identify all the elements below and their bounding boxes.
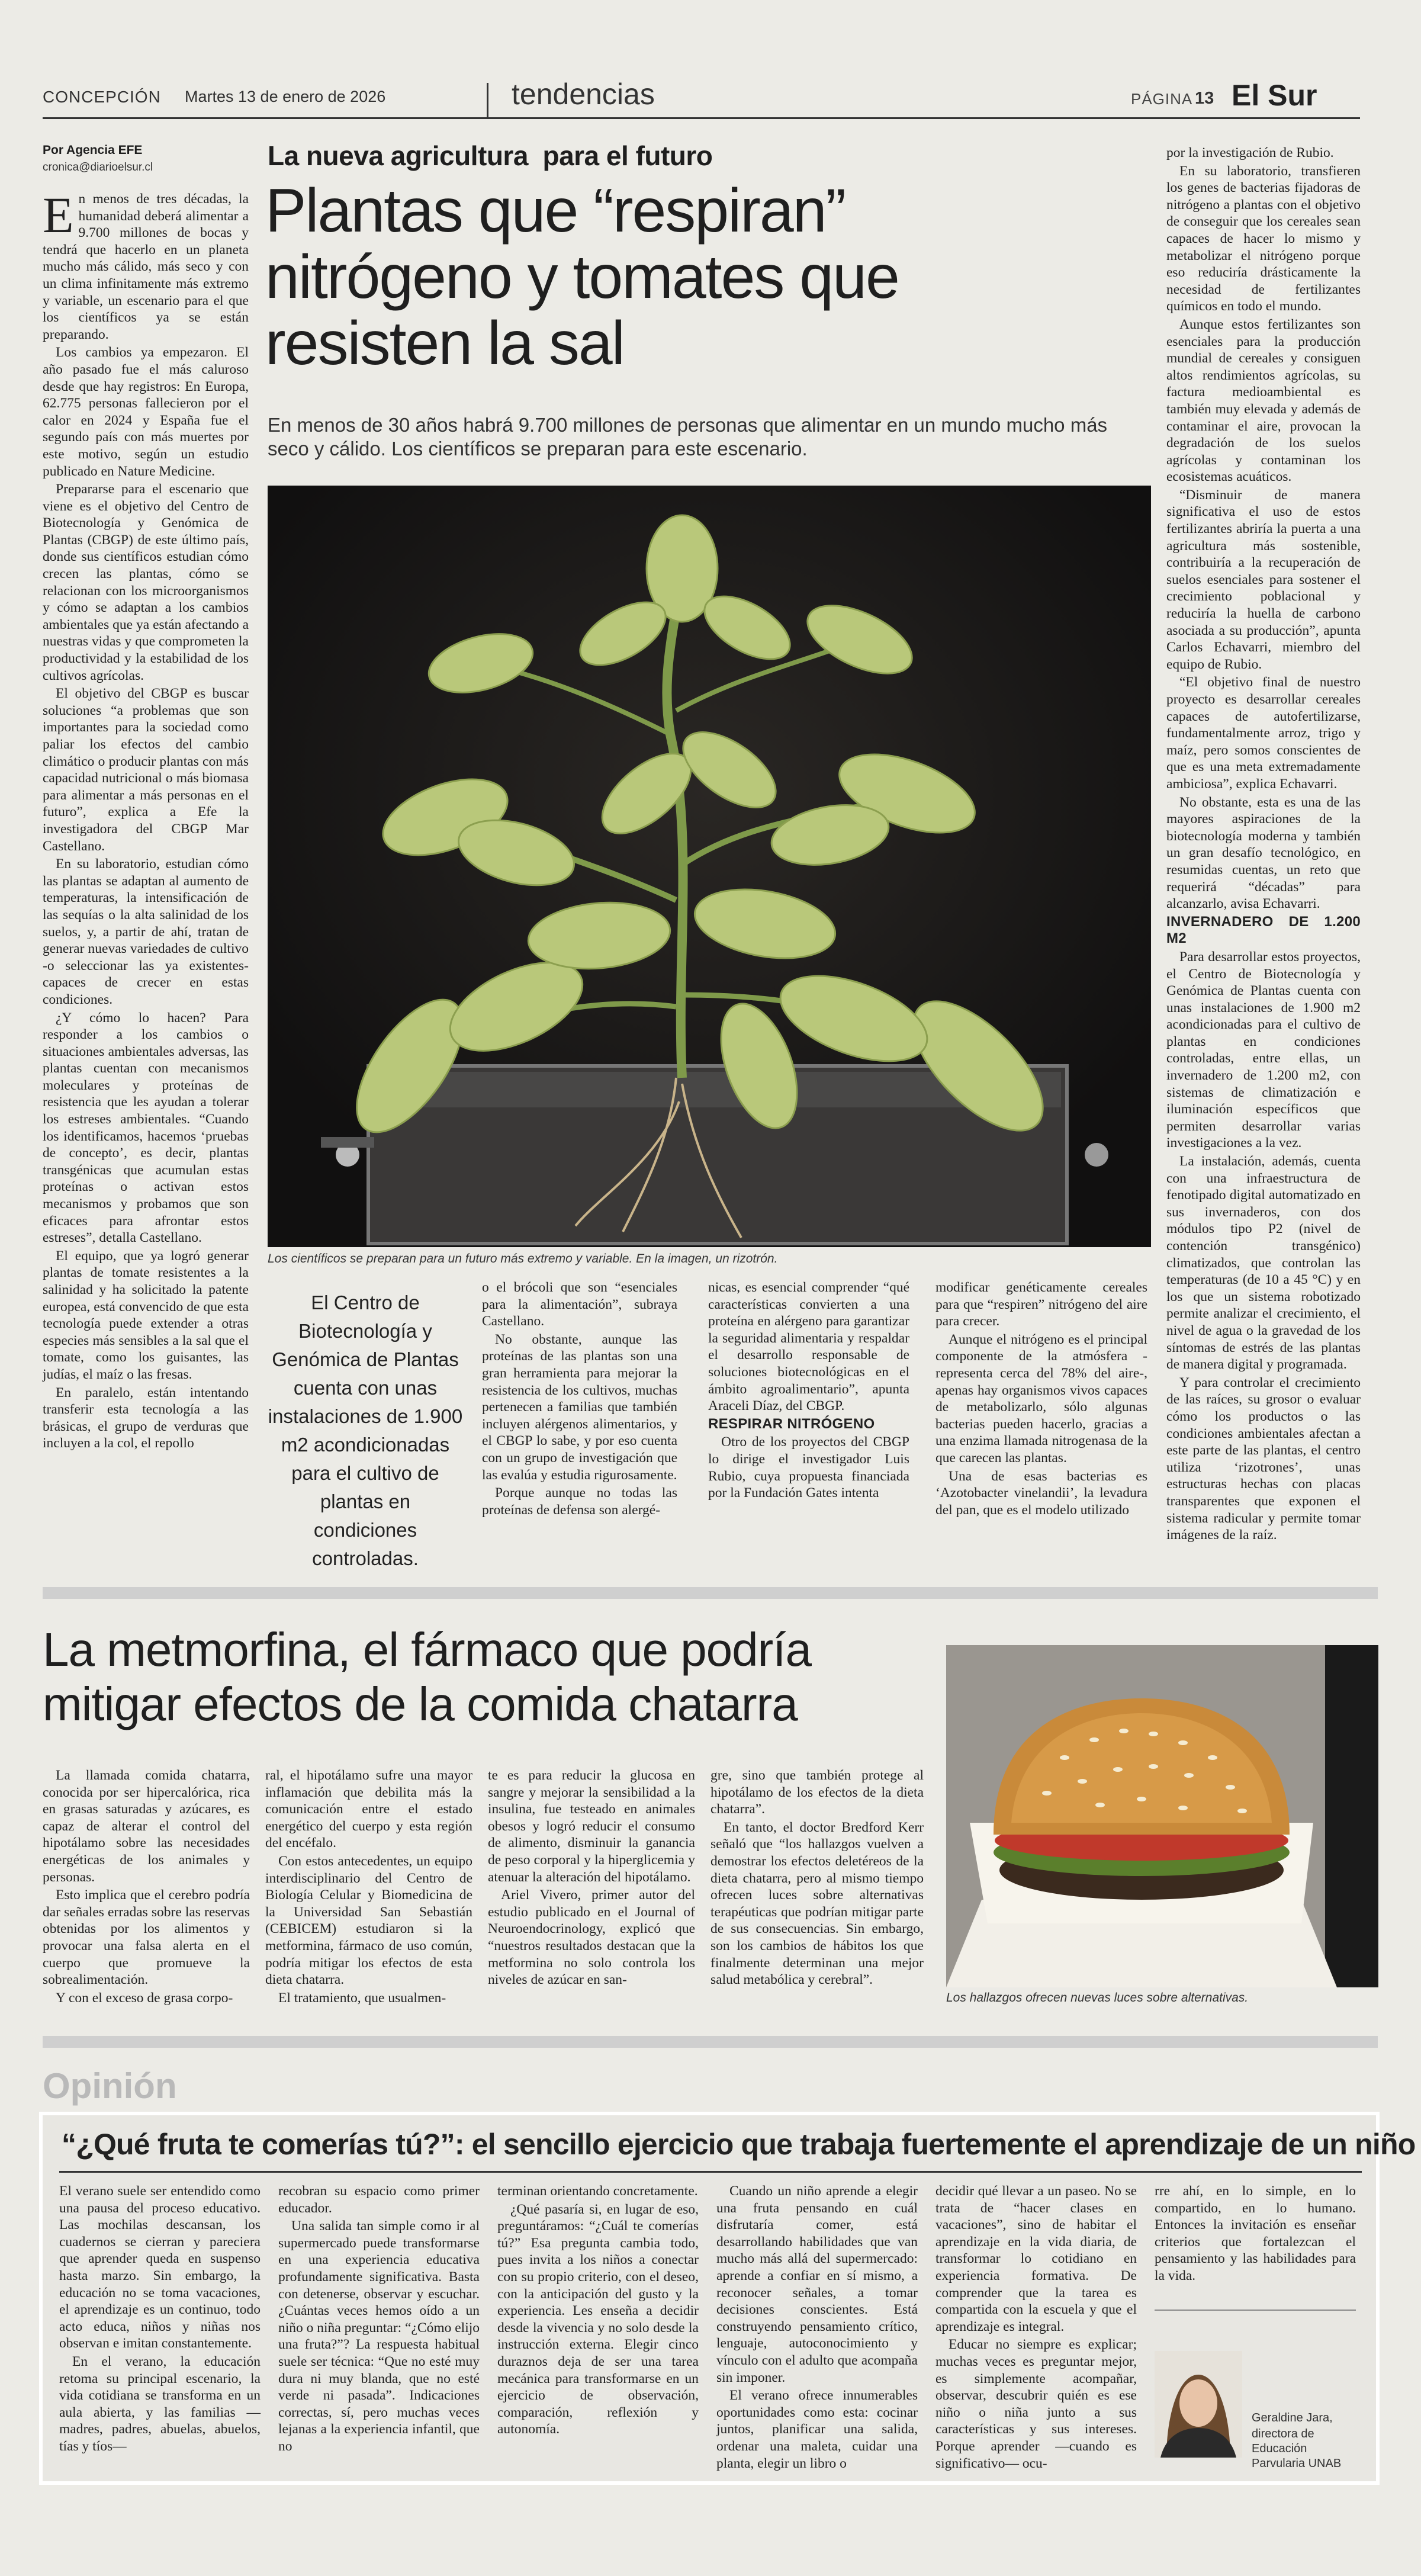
paragraph: nicas, es esencial comprender “qué características convierten a una proteína en alérgeno para garantizar la seguridad alimentaria y respaldar el desarrollo responsable de soluciones biotecnológicas en el ámbito agroalimentario”, apunta Araceli Díaz, del CBGP. <box>708 1280 909 1414</box>
paragraph: El objetivo del CBGP es buscar soluciones “a problemas que son importantes para la sociedad como paliar los efectos del cambio climático o producir plantas con más capacidad nutricional o más biomasa para alimentar a más personas en el futuro”, explica a Efe la investigadora del CBGP Mar Castellano. <box>43 686 249 854</box>
title-line: mitigar efectos de la comida chatarra <box>43 1678 798 1730</box>
rizotron-photo <box>268 486 1151 1247</box>
paragraph: Aunque estos fertilizantes son esenciales para la producción mundial de cereales y consiguen altos rendimientos agrícolas, su factura medioambiental es también muy elevada y además de contaminar el aire, provocan la degradación de los suelos agrícolas y contaminan los ecosistemas acuáticos. <box>1166 316 1361 485</box>
title-line: nitrógeno y tomates que <box>265 243 899 311</box>
paragraph: n menos de tres décadas, la humanidad deberá alimentar a 9.700 millones de bocas y tendrá que hacerlo en un planeta mucho más cálido, más seco y con un clima infinitamente más extremo y variable, un escenario para el que los científicos ya se están preparando. <box>43 191 249 342</box>
title-line: La metmorfina, el fármaco que podría <box>43 1623 812 1676</box>
paragraph: Y con el exceso de grasa corpo- <box>56 1990 233 2006</box>
article-lead: En menos de 30 años habrá 9.700 millones de personas que alimentar en un mundo mucho más seco y cálido. Los científicos se preparan para este escenario. <box>268 414 1108 460</box>
pull-quote: El Centro de Biotecnología y Genómica de Plantas cuenta con unas instalaciones de 1.900 m2 acondicionadas para el cultivo de plantas en condiciones controladas. <box>268 1292 463 1569</box>
paragraph: “El objetivo final de nuestro proyecto es desarrollar cereales capaces de autofertilizarse, fundamentalmente arroz, trigo y maíz, pero somos conscientes de que es una meta extremadamente ambiciosa”, explica Echavarri. <box>1166 674 1361 792</box>
paragraph: El verano suele ser entendido como una pausa del proceso educativo. Las mochilas descansan, los cuadernos se cierran y pareciera que aprender queda en suspenso hasta marzo. Sin embargo, la educación no se toma vacaciones, el aprendizaje es un continuo, todo acto educa, niños y niñas nos observan e imitan constantemente. <box>59 2183 261 2352</box>
paragraph: terminan orientando concretamente. <box>497 2183 698 2199</box>
opinion-column <box>935 2183 1137 2473</box>
burger-photo <box>946 1645 1378 1987</box>
header-date: Martes 13 de enero de 2026 <box>185 88 386 105</box>
paragraph: Ariel Vivero, primer autor del estudio publicado en el Journal of Neuroendocrinology, explicó que “nuestros resultados destacan que la metformina no solo controla los niveles de azúcar en san- <box>488 1887 695 1988</box>
author-rule <box>1155 2310 1356 2311</box>
opinion-column <box>716 2183 918 2473</box>
paragraph: “Disminuir de manera significativa el uso de estos fertilizantes abriría la puerta a una agricultura más sostenible, contribuiría a la recuperación de suelos esenciales para sostener el crecimiento poblacional y reduciría la huella de carbono asociada a su producción”, apunta Carlos Echavarri, miembro del equipo de Rubio. <box>1166 487 1361 672</box>
article-kicker: La nueva agricultura para el futuro <box>268 140 713 171</box>
header-city: CONCEPCIÓN <box>43 88 161 106</box>
opinion-label: Opinión <box>43 2066 177 2106</box>
paragraph: El tratamiento, que usualmen- <box>278 1990 446 2006</box>
paragraph: Otro de los proyectos del CBGP lo dirige el investigador Luis Rubio, cuya propuesta financiada por la Fundación Gates intenta <box>708 1434 909 1501</box>
opinion-column <box>278 2183 480 2473</box>
author-avatar-icon <box>1155 2351 1242 2458</box>
article-column <box>708 1279 909 1528</box>
article-column <box>43 1767 250 2004</box>
photo-caption: Los hallazgos ofrecen nuevas luces sobre alternativas. <box>946 1991 1249 2005</box>
article-title <box>265 178 899 377</box>
paragraph: modificar genéticamente cereales para que “respiren” nitrógeno del aire para crecer. <box>935 1280 1147 1329</box>
paragraph: Una salida tan simple como ir al supermercado puede transformarse en una experiencia educativa profundamente significativa. Basta con detenerse, observar y escuchar. ¿Cuántas veces hemos oído a un niño o niña preguntar: “¿Cómo elijo una fruta?”? La respuesta habitual suele ser técnica: “Que no esté muy dura ni muy blanda, que no esté verde ni pasada”. Indicaciones correctas, sí, pero muchas veces lejanas a la experiencia infantil, que no <box>278 2218 480 2454</box>
article-title <box>43 1623 811 1732</box>
paragraph: No obstante, aunque las proteínas de las plantas son una gran herramienta para mejorar la resistencia de los cultivos, muchas pertenecen a familias que también incluyen alérgenos alimentarios, y el CBGP lo sabe, y por eso cuenta con un grupo de investigación que las evalúa y estudia rigurosamente. <box>482 1331 677 1483</box>
article-column <box>482 1279 677 1528</box>
paragraph: Aunque el nitrógeno es el principal componente de la atmósfera -representa cerca del 78% del aire-, apenas hay organismos vivos capaces de metabolizarlo, sólo algunas bacterias pueden hacerlo, gracias a una enzima llamada nitrogenasa de la que carecen las plantas. <box>935 1331 1147 1466</box>
paragraph: El verano ofrece innumerables oportunidades como esta: cocinar juntos, planificar una salida, ordenar una maleta, cuidar una planta, elegir un libro o <box>716 2388 918 2471</box>
paragraph: ¿Y cómo lo hacen? Para responder a los cambios o situaciones ambientales adversas, las plantas cuentan con mecanismos moleculares y proteínas de resistencia que les ayudan a tolerar los estreses ambientales. “Cuando los identificamos, hacemos ‘pruebas de concepto’, es decir, plantas transgénicas que acumulan estas proteínas o activan estos mecanismos y probamos que son eficaces para afrontar estos estreses”, detalla Castellano. <box>43 1010 249 1246</box>
article-column <box>265 1767 472 2004</box>
paragraph: En el verano, la educación retoma su principal escenario, la vida cotidiana se transforma en un aula abierta, y las familias —madres, padres, abuelas, abuelos, tías y tíos— <box>59 2353 261 2454</box>
paragraph: o el brócoli que son “esenciales para la alimentación”, subraya Castellano. <box>482 1280 677 1329</box>
header-page-label: PÁGINA <box>1131 90 1193 108</box>
paragraph: gre, sino que también protege al hipotálamo de los efectos de la dieta chatarra”. <box>710 1768 924 1817</box>
title-line: resisten la sal <box>265 309 624 378</box>
subhead: RESPIRAR NITRÓGENO <box>708 1415 875 1432</box>
paragraph: En tanto, el doctor Bredford Kerr señaló que “los hallazgos vuelven a demostrar los efectos deletéreos de la dieta chatarra, pero al mismo tiempo ofrecen luces sobre alternativas terapéuticas que podrían mitigar parte de sus consecuencias. Sin embargo, son los cambios de hábitos los que finalmente determinan una mejor salud metabólica y cerebral”. <box>710 1819 924 1988</box>
paragraph: La instalación, además, cuenta con una infraestructura de fenotipado digital automatizado en sus invernaderos, con dos módulos tipo P2 (nivel de contención transgénico) climatizados, que controlan las temperaturas (de 10 a 45 °C) y en los que un sistema robotizado permite analizar el crecimiento, el nivel de agua o la gravedad de los síntomas de estrés de las plantas de manera digital y programada. <box>1166 1154 1361 1373</box>
dropcap: E <box>43 187 74 243</box>
section-divider <box>43 2036 1378 2048</box>
paragraph: por la investigación de Rubio. <box>1166 145 1334 160</box>
title-line: Plantas que “respiran” <box>265 176 845 245</box>
paragraph: Educar no siempre es explicar; muchas veces es preguntar mejor, es simplemente acompañar, observar, descubrir quién es ese niño o niña junto a sus características y sus intereses. Porque aprender —cuando es significativo— ocu- <box>935 2337 1137 2471</box>
tomato-plant-illustration <box>268 486 1151 1247</box>
byline-agency: Por Agencia EFE <box>43 143 143 157</box>
paragraph: Prepararse para el escenario que viene es el objetivo del Centro de Biotecnología y Genómica de Plantas (CBGP) de este último país, donde sus científicos estudian cómo crecen las plantas, cómo se relacionan con los microorganismos y cómo se adaptan a los cambios ambientales que ya están afectando a nuestras vidas y que comprometen la productividad y la estabilidad de los cultivos agrícolas. <box>43 481 249 683</box>
header-page-number: 13 <box>1195 89 1214 108</box>
burger-illustration <box>946 1645 1378 1987</box>
paragraph: rre ahí, en lo simple, en lo compartido, en lo humano. Entonces la invitación es enseñar criterios que fortalezcan el pensamiento y las habilidades para la vida. <box>1155 2183 1356 2283</box>
article-column <box>43 187 249 1535</box>
author-photo <box>1155 2351 1242 2458</box>
paragraph: En su laboratorio, transfieren los genes de bacterias fijadoras de nitrógeno a plantas con el objetivo de conseguir que los cereales sean capaces de hacer lo mismo y metabolizar el nitrógeno porque eso reduciría drásticamente la necesidad de fertilizantes químicos en todo el mundo. <box>1166 163 1361 314</box>
paragraph: Los cambios ya empezaron. El año pasado fue el más caluroso desde que hay registros: En Europa, 62.775 personas fallecieron por el calor en 2024 y España fue el segundo país con más muertes por este motivo, según un estudio publicado en Nature Medicine. <box>43 345 249 479</box>
paragraph: ral, el hipotálamo sufre una mayor inflamación que debilita más la comunicación entre el estado energético del cuerpo y esta región del encéfalo. <box>265 1768 472 1851</box>
opinion-column <box>1155 2183 1356 2313</box>
paragraph: El equipo, que ya logró generar plantas de tomate resistentes a la salinidad y ha solicitado la patente europea, está convencido de que esta tecnología puede extender a otras especies más sensibles a la sal que el tomate, como los guisantes, las judías, el maíz o las fresas. <box>43 1248 249 1382</box>
opinion-title-rule <box>59 2171 1362 2173</box>
article-column <box>935 1279 1147 1528</box>
photo-caption: Los científicos se preparan para un futuro más extremo y variable. En la imagen, un rizotrón. <box>268 1252 778 1265</box>
author-name: Geraldine Jara, <box>1252 2411 1333 2424</box>
article-column <box>488 1767 695 2004</box>
paragraph: Y para controlar el crecimiento de las raíces, su grosor o evaluar cómo los productos o las condiciones ambientales afectan a este parte de las plantas, el centro utiliza ‘rizotrones’, unas estructuras hechas con placas transparentes que exponen el sistema radicular y permite tomar imágenes de la raíz. <box>1166 1374 1361 1543</box>
article-column <box>710 1767 924 2004</box>
author-role: directora de Educación Parvularia UNAB <box>1252 2427 1342 2470</box>
paragraph: recobran su espacio como primer educador. <box>278 2183 480 2216</box>
paragraph: Con estos antecedentes, un equipo interdisciplinario del Centro de Biología Celular y Biomedicina de la Universidad San Sebastián (CEBICEM) estudiaron si la metformina, fármaco de uso común, podría mitigar los efectos de esta dieta chatarra. <box>265 1853 472 1988</box>
opinion-column <box>59 2183 261 2473</box>
paragraph: decidir qué llevar a un paseo. No se trata de “hacer clases en vacaciones”, sino de habitar el aprendizaje en la vida diaria, de transformar lo cotidiano en experiencia formativa. De comprender que la tarea es compartida con la escuela y que el aprendizaje es integral. <box>935 2183 1137 2334</box>
paragraph: En su laboratorio, estudian cómo las plantas se adaptan al aumento de temperaturas, la intensificación de las sequías o la alta salinidad de los suelos, y, a partir de ahí, tratan de generar nuevas variedades de cultivo -o seleccionar las ya existentes- capaces de crecer en estas condiciones. <box>43 856 249 1007</box>
paragraph: No obstante, esta es una de las mayores aspiraciones de la biotecnología moderna y también un gran desafío tecnológico, en resumidas cuentas, un reto que requerirá “décadas” para alcanzarlo, avisa Echavarri. <box>1166 794 1361 912</box>
paragraph: Cuando un niño aprende a elegir una fruta pensando en cuál disfrutaría comer, está desarrollando habilidades que van mucho más allá del supermercado: aprende a confiar en sí mismo, a reconocer señales, a tomar decisiones conscientes. Está construyendo pensamiento crítico, lenguaje, autoconocimiento y vínculo con el adulto que acompaña sin imponer. <box>716 2183 918 2385</box>
section-divider <box>43 1587 1378 1599</box>
article-column <box>1166 144 1361 1543</box>
paragraph: ¿Qué pasaría si, en lugar de eso, preguntáramos: “¿Cuál te comerías tú?” Esa pregunta cambia todo, pues invita a los niños a conectar con su propio criterio, con el deseo, con la anticipación del gusto y la experiencia. Les enseña a decidir desde la vivencia y no solo desde la instrucción externa. Elegir cinco duraznos deja de ser una tarea mecánica para transformarse en un ejercicio de observación, comparación, reflexión y autonomía. <box>497 2201 699 2437</box>
header-section: tendencias <box>512 78 655 111</box>
paragraph: Porque aunque no todas las proteínas de defensa son alergé- <box>482 1485 677 1518</box>
byline-email: cronica@diarioelsur.cl <box>43 161 153 174</box>
paragraph: te es para reducir la glucosa en sangre y mejorar la sensibilidad a la insulina, fue testeado en animales obesos y logró reducir el consumo de alimento, disminuir la ganancia de peso corporal y la hiperglicemia y atenuar la alteración del hipotálamo. <box>488 1768 695 1885</box>
paragraph: Para desarrollar estos proyectos, el Centro de Biotecnología y Genómica de Plantas cuenta con unas instalaciones de 1.900 m2 acondicionadas para el cultivo de plantas en condiciones controladas, entre ellas, un invernadero de 1.200 m2, con sistemas de climatización e iluminación específicos que permiten desarrollar varias investigaciones a la vez. <box>1166 949 1361 1151</box>
header-brand-logo: El Sur <box>1232 79 1317 112</box>
paragraph: La llamada comida chatarra, conocida por ser hipercalórica, rica en grasas saturadas y azúcares, es capaz de alterar el control del hipotálamo sobre las necesidades energéticas de los animales y personas. <box>43 1768 250 1885</box>
paragraph: Una de esas bacterias es ‘Azotobacter vinelandii’, la levadura del pan, que es el modelo utilizado <box>935 1468 1147 1518</box>
opinion-title: “¿Qué fruta te comerías tú?”: el sencillo ejercicio que trabaja fuertemente el aprendizaje de un niño <box>62 2128 1416 2161</box>
subhead: INVERNADERO DE 1.200 M2 <box>1166 913 1361 947</box>
header-divider <box>487 83 488 117</box>
header-underline <box>43 117 1360 119</box>
paragraph: Esto implica que el cerebro podría dar señales erradas sobre las reservas obtenidas por los alimentos y provocar una falsa alerta en el cuerpo que promueve la sobrealimentación. <box>43 1887 250 1988</box>
paragraph: En paralelo, están intentando transferir esta tecnología a las brásicas, el grupo de verduras que incluyen a la col, el repollo <box>43 1385 249 1451</box>
opinion-column <box>497 2183 699 2473</box>
